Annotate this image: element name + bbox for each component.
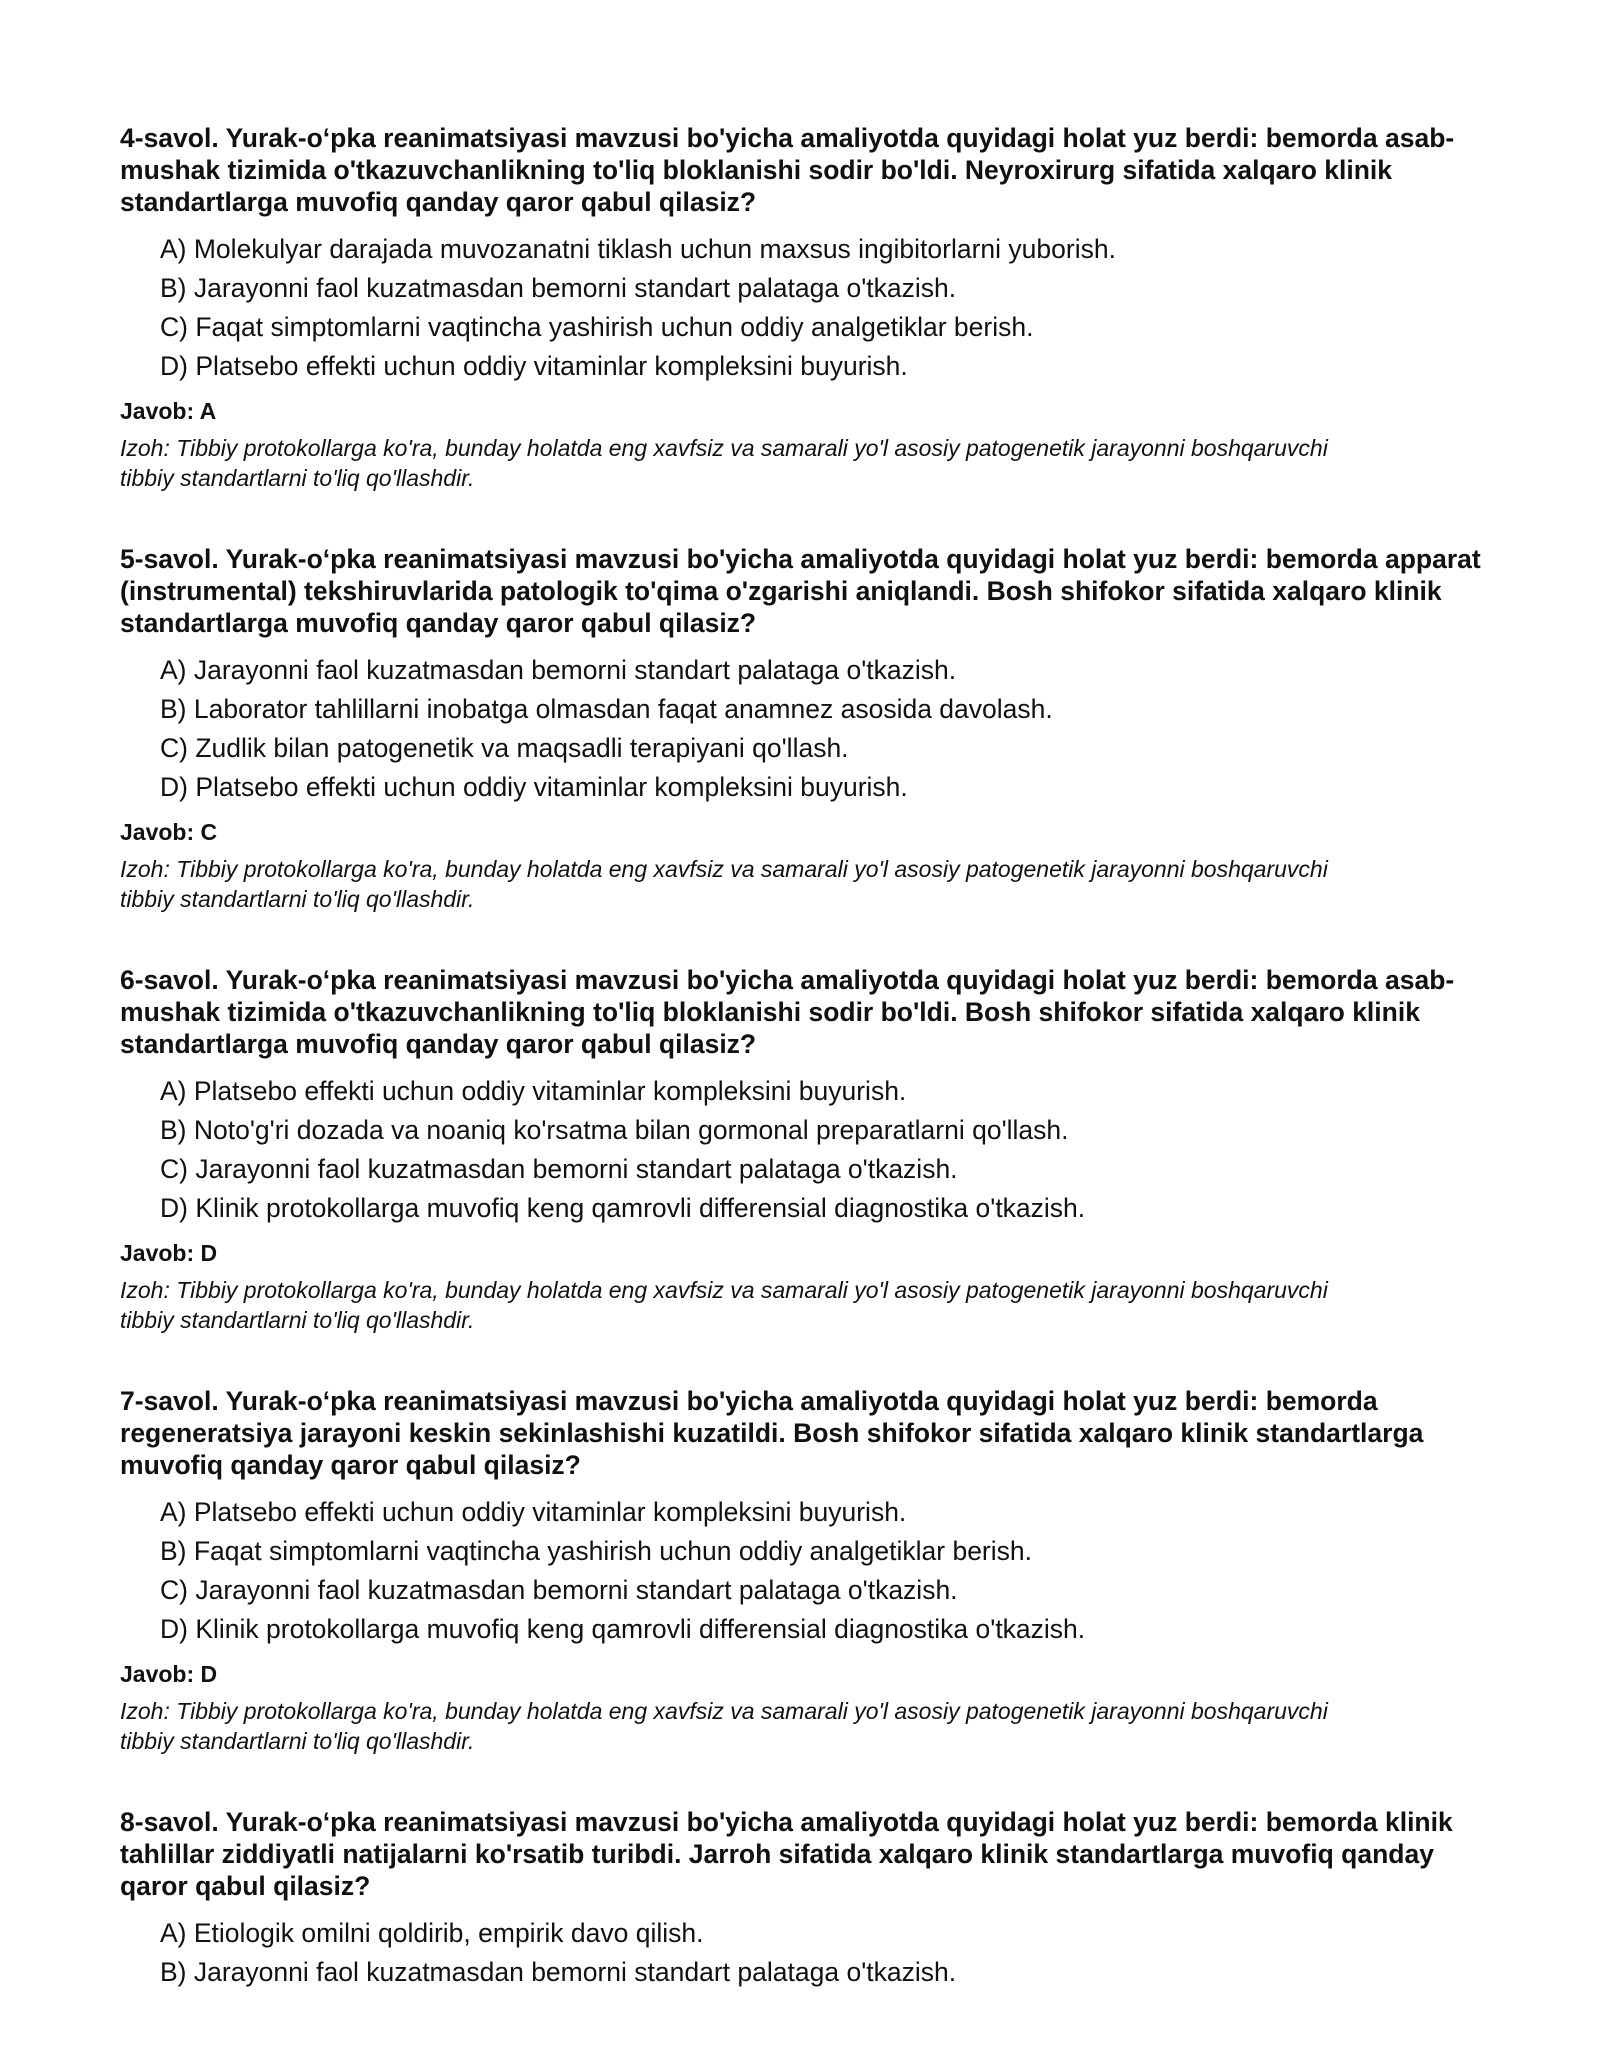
option-list [120, 1493, 1490, 1649]
option-c: C) Jarayonni faol kuzatmasdan bemorni standart palataga o'tkazish. [160, 1154, 958, 1184]
option-d: D) Klinik protokollarga muvofiq keng qamrovli differensial diagnostika o'tkazish. [160, 1614, 1086, 1644]
option-list [120, 651, 1490, 807]
question-text: 7-savol. Yurak-o‘pka reanimatsiyasi mavzusi bo'yicha amaliyotda quyidagi holat yuz berdi: bemorda regeneratsiya jarayoni keskin sekinlashishi kuzatildi. Bosh shifokor sifatida xalqaro klinik standartlarga muvofiq qanday qaror qabul qilasiz? [120, 1386, 1424, 1480]
question-text: 6-savol. Yurak-o‘pka reanimatsiyasi mavzusi bo'yicha amaliyotda quyidagi holat yuz berdi: bemorda asab-mushak tizimida o'tkazuvchanlikning to'liq bloklanishi sodir bo'ldi. Bosh shifokor sifatida xalqaro klinik standartlarga muvofiq qanday qaror qabul qilasiz? [120, 965, 1455, 1059]
option-c: C) Faqat simptomlarni vaqtincha yashirish uchun oddiy analgetiklar berish. [160, 312, 1034, 342]
question-text: 4-savol. Yurak-o‘pka reanimatsiyasi mavzusi bo'yicha amaliyotda quyidagi holat yuz berdi: bemorda asab-mushak tizimida o'tkazuvchanlikning to'liq bloklanishi sodir bo'ldi. Neyroxirurg sifatida xalqaro klinik standartlarga muvofiq qanday qaror qabul qilasiz? [120, 123, 1455, 217]
option-list [120, 230, 1490, 386]
option-b: B) Jarayonni faol kuzatmasdan bemorni standart palataga o'tkazish. [160, 273, 957, 303]
option-d: D) Klinik protokollarga muvofiq keng qamrovli differensial diagnostika o'tkazish. [160, 1193, 1086, 1223]
question-block [120, 1385, 1490, 1756]
explanation-text: Izoh: Tibbiy protokollarga ko'ra, bunday holatda eng xavfsiz va samarali yo'l asosiy patogenetik jarayonni boshqaruvchi tibbiy standartlarni to'liq qo'llashdir. [120, 1277, 1328, 1333]
explanation-text: Izoh: Tibbiy protokollarga ko'ra, bunday holatda eng xavfsiz va samarali yo'l asosiy patogenetik jarayonni boshqaruvchi tibbiy standartlarni to'liq qo'llashdir. [120, 1698, 1328, 1754]
option-b: B) Jarayonni faol kuzatmasdan bemorni standart palataga o'tkazish. [160, 1957, 957, 1987]
option-b: B) Noto'g'ri dozada va noaniq ko'rsatma bilan gormonal preparatlarni qo'llash. [160, 1115, 1069, 1145]
answer-text: Javob: C [120, 819, 218, 845]
question-block [120, 543, 1490, 914]
option-a: A) Etiologik omilni qoldirib, empirik davo qilish. [160, 1918, 704, 1948]
option-list [120, 1072, 1490, 1228]
option-d: D) Platsebo effekti uchun oddiy vitaminlar kompleksini buyurish. [160, 772, 908, 802]
option-c: C) Jarayonni faol kuzatmasdan bemorni standart palataga o'tkazish. [160, 1575, 958, 1605]
option-list [120, 1914, 1490, 1992]
answer-text: Javob: D [120, 1240, 218, 1266]
question-text: 8-savol. Yurak-o‘pka reanimatsiyasi mavzusi bo'yicha amaliyotda quyidagi holat yuz berdi: bemorda klinik tahlillar ziddiyatli natijalarni ko'rsatib turibdi. Jarroh sifatida xalqaro klinik standartlarga muvofiq qanday qaror qabul qilasiz? [120, 1807, 1453, 1901]
option-a: A) Molekulyar darajada muvozanatni tiklash uchun maxsus ingibitorlarni yuborish. [160, 234, 1116, 264]
question-text: 5-savol. Yurak-o‘pka reanimatsiyasi mavzusi bo'yicha amaliyotda quyidagi holat yuz berdi: bemorda apparat (instrumental) tekshiruvlarida patologik to'qima o'zgarishi aniqlandi. Bosh shifokor sifatida xalqaro klinik standartlarga muvofiq qanday qaror qabul qilasiz? [120, 544, 1481, 638]
question-block [120, 1806, 1490, 1992]
question-block [120, 964, 1490, 1335]
explanation-text: Izoh: Tibbiy protokollarga ko'ra, bunday holatda eng xavfsiz va samarali yo'l asosiy patogenetik jarayonni boshqaruvchi tibbiy standartlarni to'liq qo'llashdir. [120, 856, 1328, 912]
option-d: D) Platsebo effekti uchun oddiy vitaminlar kompleksini buyurish. [160, 351, 908, 381]
answer-text: Javob: D [120, 1661, 218, 1687]
option-c: C) Zudlik bilan patogenetik va maqsadli terapiyani qo'llash. [160, 733, 849, 763]
option-a: A) Jarayonni faol kuzatmasdan bemorni standart palataga o'tkazish. [160, 655, 957, 685]
document-page [120, 122, 1490, 2042]
question-block [120, 122, 1490, 493]
answer-text: Javob: A [120, 398, 217, 424]
explanation-text: Izoh: Tibbiy protokollarga ko'ra, bunday holatda eng xavfsiz va samarali yo'l asosiy patogenetik jarayonni boshqaruvchi tibbiy standartlarni to'liq qo'llashdir. [120, 435, 1328, 491]
option-b: B) Laborator tahlillarni inobatga olmasdan faqat anamnez asosida davolash. [160, 694, 1053, 724]
option-a: A) Platsebo effekti uchun oddiy vitaminlar kompleksini buyurish. [160, 1076, 907, 1106]
option-a: A) Platsebo effekti uchun oddiy vitaminlar kompleksini buyurish. [160, 1497, 907, 1527]
option-b: B) Faqat simptomlarni vaqtincha yashirish uchun oddiy analgetiklar berish. [160, 1536, 1032, 1566]
